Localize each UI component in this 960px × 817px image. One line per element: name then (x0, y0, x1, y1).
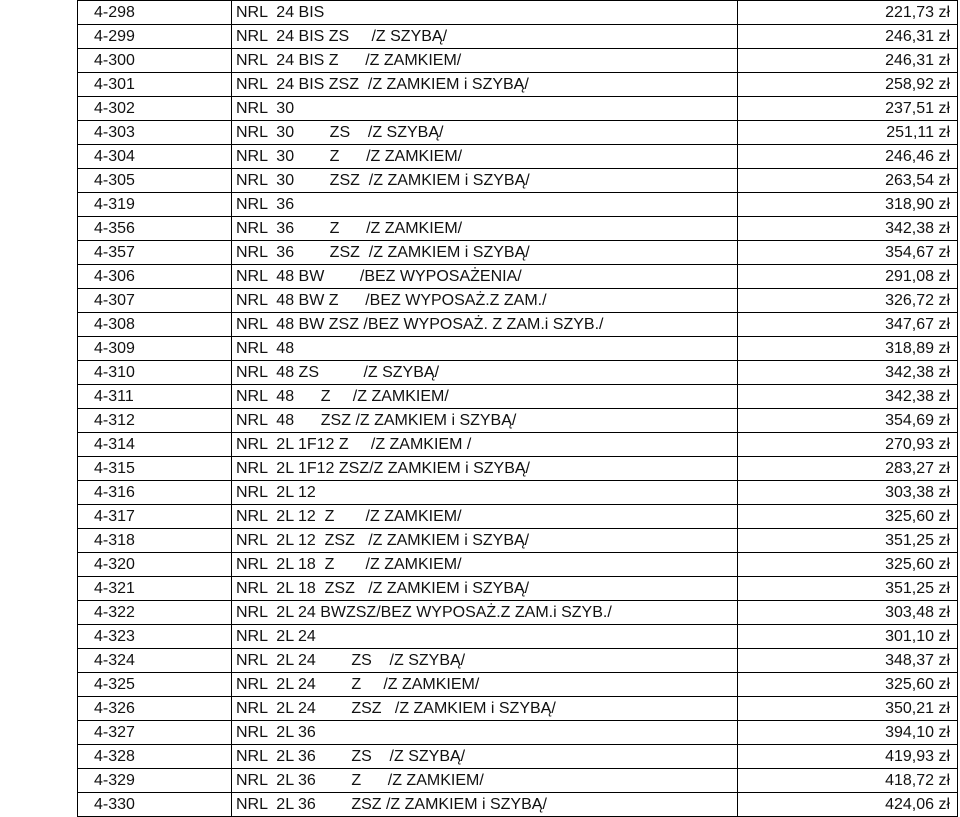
product-code: 4-310 (78, 361, 232, 385)
product-description: NRL 2L 24 BWZSZ/BEZ WYPOSAŻ.Z ZAM.i SZYB./ (232, 601, 738, 625)
table-row (78, 145, 958, 169)
product-price: 270,93 zł (738, 433, 958, 457)
product-price: 251,11 zł (738, 121, 958, 145)
product-price: 325,60 zł (738, 673, 958, 697)
product-code: 4-356 (78, 217, 232, 241)
product-description: NRL 30 ZS /Z SZYBĄ/ (232, 121, 738, 145)
product-price: 303,48 zł (738, 601, 958, 625)
product-description: NRL 36 ZSZ /Z ZAMKIEM i SZYBĄ/ (232, 241, 738, 265)
product-price: 351,25 zł (738, 529, 958, 553)
product-code: 4-320 (78, 553, 232, 577)
product-code: 4-325 (78, 673, 232, 697)
table-row (78, 385, 958, 409)
table-row (78, 265, 958, 289)
product-price: 246,31 zł (738, 49, 958, 73)
product-code: 4-323 (78, 625, 232, 649)
table-row (78, 193, 958, 217)
table-row (78, 673, 958, 697)
product-description: NRL 2L 24 ZSZ /Z ZAMKIEM i SZYBĄ/ (232, 697, 738, 721)
product-code: 4-317 (78, 505, 232, 529)
product-code: 4-329 (78, 769, 232, 793)
product-description: NRL 2L 36 ZSZ /Z ZAMKIEM i SZYBĄ/ (232, 793, 738, 817)
table-row (78, 241, 958, 265)
product-code: 4-311 (78, 385, 232, 409)
product-code: 4-327 (78, 721, 232, 745)
product-code: 4-299 (78, 25, 232, 49)
product-price: 325,60 zł (738, 553, 958, 577)
product-description: NRL 48 Z /Z ZAMKIEM/ (232, 385, 738, 409)
product-code: 4-307 (78, 289, 232, 313)
product-description: NRL 24 BIS Z /Z ZAMKIEM/ (232, 49, 738, 73)
product-price: 221,73 zł (738, 1, 958, 25)
product-price: 283,27 zł (738, 457, 958, 481)
product-description: NRL 24 BIS ZSZ /Z ZAMKIEM i SZYBĄ/ (232, 73, 738, 97)
product-code: 4-298 (78, 1, 232, 25)
product-description: NRL 2L 24 ZS /Z SZYBĄ/ (232, 649, 738, 673)
product-price: 424,06 zł (738, 793, 958, 817)
product-code: 4-306 (78, 265, 232, 289)
product-description: NRL 2L 36 Z /Z ZAMKIEM/ (232, 769, 738, 793)
table-row (78, 73, 958, 97)
table-row (78, 49, 958, 73)
product-description: NRL 24 BIS ZS /Z SZYBĄ/ (232, 25, 738, 49)
product-description: NRL 30 (232, 97, 738, 121)
product-description: NRL 2L 24 Z /Z ZAMKIEM/ (232, 673, 738, 697)
product-price: 325,60 zł (738, 505, 958, 529)
product-code: 4-312 (78, 409, 232, 433)
product-code: 4-328 (78, 745, 232, 769)
product-price: 419,93 zł (738, 745, 958, 769)
product-description: NRL 48 BW Z /BEZ WYPOSAŻ.Z ZAM./ (232, 289, 738, 313)
product-price: 354,69 zł (738, 409, 958, 433)
table-row (78, 361, 958, 385)
product-code: 4-315 (78, 457, 232, 481)
product-price: 342,38 zł (738, 361, 958, 385)
table-row (78, 217, 958, 241)
product-description: NRL 2L 18 Z /Z ZAMKIEM/ (232, 553, 738, 577)
product-price: 263,54 zł (738, 169, 958, 193)
product-price: 347,67 zł (738, 313, 958, 337)
product-price: 291,08 zł (738, 265, 958, 289)
product-price: 318,89 zł (738, 337, 958, 361)
product-code: 4-302 (78, 97, 232, 121)
product-description: NRL 30 Z /Z ZAMKIEM/ (232, 145, 738, 169)
table-row (78, 721, 958, 745)
product-code: 4-303 (78, 121, 232, 145)
table-row (78, 97, 958, 121)
product-code: 4-308 (78, 313, 232, 337)
product-code: 4-309 (78, 337, 232, 361)
product-code: 4-326 (78, 697, 232, 721)
table-row (78, 601, 958, 625)
product-price: 237,51 zł (738, 97, 958, 121)
product-code: 4-318 (78, 529, 232, 553)
table-row (78, 409, 958, 433)
product-code: 4-321 (78, 577, 232, 601)
table-row (78, 529, 958, 553)
price-list-body (78, 1, 958, 817)
table-row (78, 505, 958, 529)
product-code: 4-305 (78, 169, 232, 193)
table-row (78, 1, 958, 25)
table-row (78, 745, 958, 769)
product-description: NRL 48 BW /BEZ WYPOSAŻENIA/ (232, 265, 738, 289)
product-price: 418,72 zł (738, 769, 958, 793)
product-description: NRL 2L 12 Z /Z ZAMKIEM/ (232, 505, 738, 529)
product-price: 394,10 zł (738, 721, 958, 745)
product-description: NRL 36 Z /Z ZAMKIEM/ (232, 217, 738, 241)
table-row (78, 553, 958, 577)
table-row (78, 769, 958, 793)
table-row (78, 121, 958, 145)
table-row (78, 577, 958, 601)
product-code: 4-300 (78, 49, 232, 73)
table-row (78, 697, 958, 721)
product-description: NRL 24 BIS (232, 1, 738, 25)
product-description: NRL 2L 36 ZS /Z SZYBĄ/ (232, 745, 738, 769)
product-description: NRL 2L 12 (232, 481, 738, 505)
product-price: 246,46 zł (738, 145, 958, 169)
product-code: 4-319 (78, 193, 232, 217)
product-code: 4-324 (78, 649, 232, 673)
table-row (78, 25, 958, 49)
product-description: NRL 30 ZSZ /Z ZAMKIEM i SZYBĄ/ (232, 169, 738, 193)
product-code: 4-322 (78, 601, 232, 625)
product-description: NRL 2L 1F12 Z /Z ZAMKIEM / (232, 433, 738, 457)
product-price: 348,37 zł (738, 649, 958, 673)
product-description: NRL 36 (232, 193, 738, 217)
product-description: NRL 2L 18 ZSZ /Z ZAMKIEM i SZYBĄ/ (232, 577, 738, 601)
product-code: 4-316 (78, 481, 232, 505)
product-price: 326,72 zł (738, 289, 958, 313)
table-row (78, 289, 958, 313)
product-code: 4-330 (78, 793, 232, 817)
product-code: 4-301 (78, 73, 232, 97)
product-description: NRL 48 ZS /Z SZYBĄ/ (232, 361, 738, 385)
table-row (78, 313, 958, 337)
product-description: NRL 2L 24 (232, 625, 738, 649)
table-row (78, 433, 958, 457)
product-price: 246,31 zł (738, 25, 958, 49)
product-price: 351,25 zł (738, 577, 958, 601)
product-price: 318,90 zł (738, 193, 958, 217)
product-code: 4-357 (78, 241, 232, 265)
product-description: NRL 2L 36 (232, 721, 738, 745)
price-list-table (77, 0, 958, 817)
product-code: 4-314 (78, 433, 232, 457)
table-row (78, 457, 958, 481)
table-row (78, 625, 958, 649)
product-code: 4-304 (78, 145, 232, 169)
table-row (78, 793, 958, 817)
product-price: 301,10 zł (738, 625, 958, 649)
product-price: 350,21 zł (738, 697, 958, 721)
product-description: NRL 48 BW ZSZ /BEZ WYPOSAŻ. Z ZAM.i SZYB./ (232, 313, 738, 337)
product-description: NRL 48 ZSZ /Z ZAMKIEM i SZYBĄ/ (232, 409, 738, 433)
product-price: 342,38 zł (738, 217, 958, 241)
table-row (78, 169, 958, 193)
product-price: 258,92 zł (738, 73, 958, 97)
table-row (78, 337, 958, 361)
product-description: NRL 48 (232, 337, 738, 361)
product-description: NRL 2L 12 ZSZ /Z ZAMKIEM i SZYBĄ/ (232, 529, 738, 553)
product-price: 303,38 zł (738, 481, 958, 505)
product-description: NRL 2L 1F12 ZSZ/Z ZAMKIEM i SZYBĄ/ (232, 457, 738, 481)
product-price: 342,38 zł (738, 385, 958, 409)
table-row (78, 481, 958, 505)
table-row (78, 649, 958, 673)
product-price: 354,67 zł (738, 241, 958, 265)
